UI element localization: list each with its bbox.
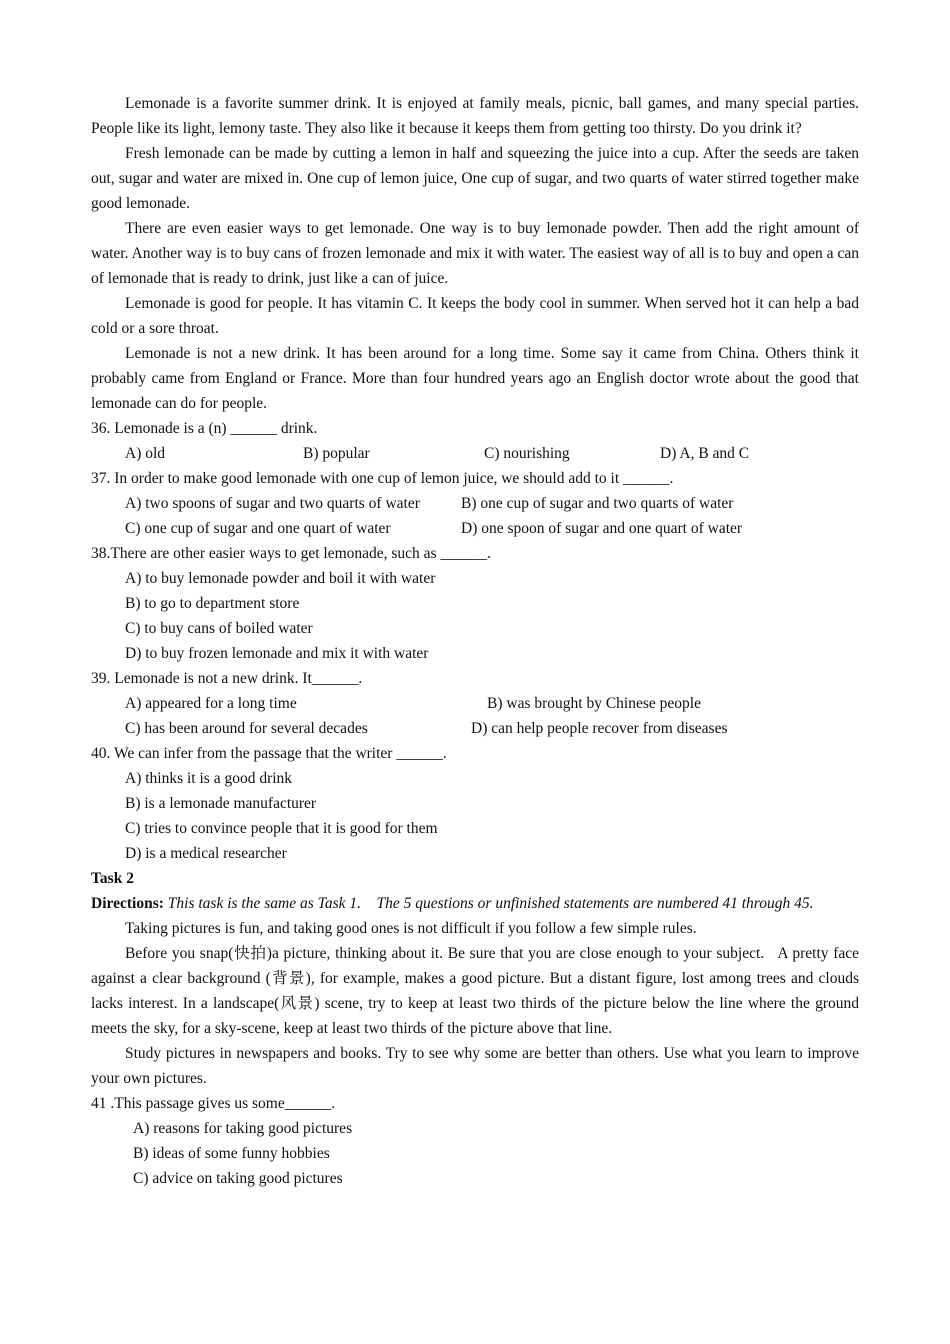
question-40-option-d: D) is a medical researcher xyxy=(125,845,287,862)
question-38-option-a: A) to buy lemonade powder and boil it with water xyxy=(125,570,436,587)
question-36-option-c: C) nourishing xyxy=(484,445,570,462)
passage1-paragraph-2: Fresh lemonade can be made by cutting a lemon in half and squeezing the juice into a cup. After the seeds are taken out, sugar and water are mixed in. One cup of lemon juice, One cup of sugar, and two quarts of water stirred together make good lemonade. xyxy=(91,145,859,212)
question-39-option-c: C) has been around for several decades xyxy=(125,720,368,737)
question-37-stem: 37. In order to make good lemonade with one cup of lemon juice, we should add to it ______. xyxy=(91,470,674,487)
passage2-paragraph-1: Taking pictures is fun, and taking good ones is not difficult if you follow a few simple rules. xyxy=(125,920,697,937)
directions-label: Directions: xyxy=(91,895,164,912)
question-38-option-b: B) to go to department store xyxy=(125,595,300,612)
question-41-option-a: A) reasons for taking good pictures xyxy=(133,1120,353,1137)
question-37-options-row-2 xyxy=(125,516,859,541)
question-36-option-a: A) old xyxy=(125,445,166,462)
task2-directions xyxy=(91,891,859,916)
passage1-paragraph-5: Lemonade is not a new drink. It has been around for a long time. Some say it came from China. Others think it probably came from England or France. More than four hundred years ago an English doctor wrote about the good that lemonade can do for people. xyxy=(91,345,859,412)
question-39-option-b: B) was brought by Chinese people xyxy=(487,695,701,712)
question-38-stem: 38.There are other easier ways to get lemonade, such as ______. xyxy=(91,545,491,562)
question-38-option-d: D) to buy frozen lemonade and mix it with water xyxy=(125,645,429,662)
question-36-stem: 36. Lemonade is a (n) ______ drink. xyxy=(91,420,318,437)
question-39-options-row-2 xyxy=(125,716,859,741)
question-37-option-b: B) one cup of sugar and two quarts of water xyxy=(461,495,734,512)
question-41-stem: 41 .This passage gives us some______. xyxy=(91,1095,336,1112)
passage2-paragraph-2: Before you snap(快拍)a picture, thinking about it. Be sure that you are close enough to your subject. A pretty face against a clear background (背景), for example, makes a good picture. But a distant figure, lost among trees and clouds lacks interest. In a landscape(风景) scene, try to keep at least two thirds of the picture below the line where the ground meets the sky, for a sky-scene, keep at least two thirds of the picture above that line. xyxy=(91,945,859,1037)
question-39-stem: 39. Lemonade is not a new drink. It______. xyxy=(91,670,363,687)
question-36-option-d: D) A, B and C xyxy=(660,445,750,462)
question-40-option-b: B) is a lemonade manufacturer xyxy=(125,795,317,812)
question-37-option-d: D) one spoon of sugar and one quart of water xyxy=(461,520,743,537)
question-41-option-b: B) ideas of some funny hobbies xyxy=(133,1145,330,1162)
document-page xyxy=(91,91,859,1191)
question-40-option-a: A) thinks it is a good drink xyxy=(125,770,293,787)
question-36-option-b: B) popular xyxy=(303,445,370,462)
question-40-stem: 40. We can infer from the passage that the writer ______. xyxy=(91,745,447,762)
question-41-option-c: C) advice on taking good pictures xyxy=(133,1170,343,1187)
question-37-options-row-1 xyxy=(125,491,859,516)
question-38-option-c: C) to buy cans of boiled water xyxy=(125,620,313,637)
passage2-paragraph-3: Study pictures in newspapers and books. Try to see why some are better than others. Use what you learn to improve your own pictures. xyxy=(91,1045,859,1087)
question-36-options xyxy=(125,441,859,466)
question-39-option-d: D) can help people recover from diseases xyxy=(471,720,728,737)
task2-heading: Task 2 xyxy=(91,870,134,887)
question-39-options-row-1 xyxy=(125,691,859,716)
question-37-option-a: A) two spoons of sugar and two quarts of water xyxy=(125,495,420,512)
passage1-paragraph-3: There are even easier ways to get lemonade. One way is to buy lemonade powder. Then add the right amount of water. Another way is to buy cans of frozen lemonade and mix it with water. The easiest way of all is to buy and open a can of lemonade that is ready to drink, just like a can of juice. xyxy=(91,220,859,287)
passage1-paragraph-1: Lemonade is a favorite summer drink. It is enjoyed at family meals, picnic, ball games, and many special parties. People like its light, lemony taste. They also like it because it keeps them from getting too thirsty. Do you drink it? xyxy=(91,95,859,137)
directions-text: This task is the same as Task 1. The 5 questions or unfinished statements are numbered 41 through 45. xyxy=(163,895,814,912)
passage1-paragraph-4: Lemonade is good for people. It has vitamin C. It keeps the body cool in summer. When served hot it can help a bad cold or a sore throat. xyxy=(91,295,859,337)
question-39-option-a: A) appeared for a long time xyxy=(125,695,297,712)
question-40-option-c: C) tries to convince people that it is good for them xyxy=(125,820,438,837)
question-37-option-c: C) one cup of sugar and one quart of water xyxy=(125,520,391,537)
